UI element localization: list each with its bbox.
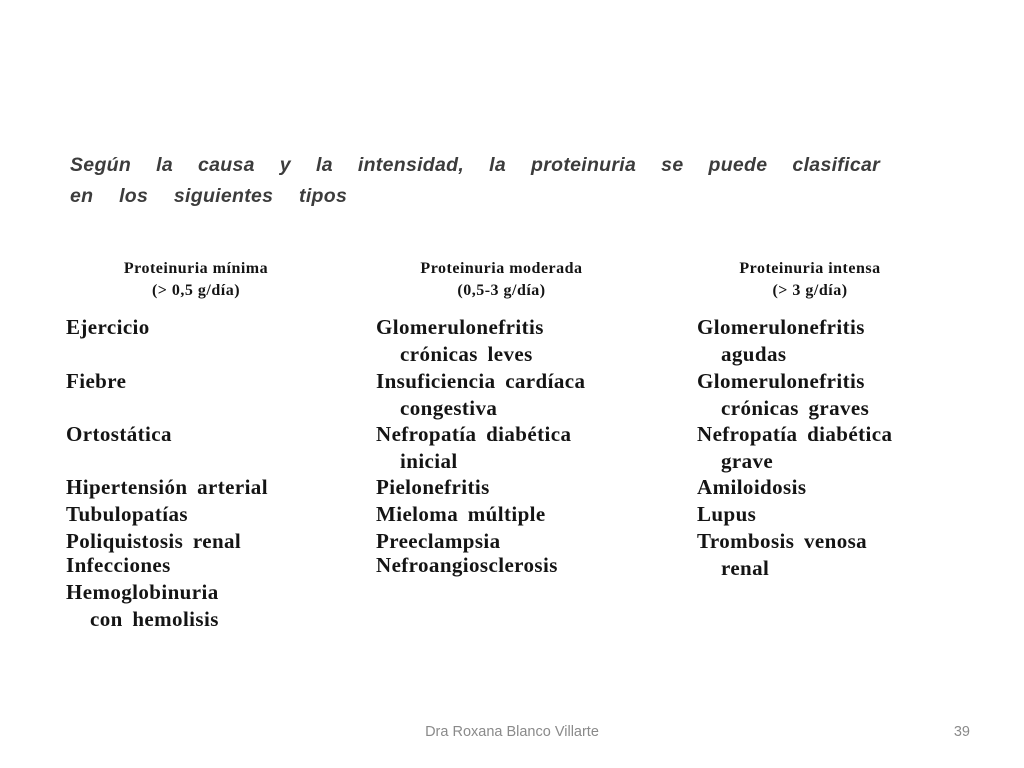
intro-line-1: Según la causa y la intensidad, la proteinuria se puede clasificar [70,154,880,176]
list-item [697,474,806,501]
column-title: Proteinuria moderada [420,260,583,277]
item-text: Nefropatía diabética [697,422,893,446]
item-text: Amiloidosis [697,475,807,499]
intro-line-2: en los siguientes tipos [70,185,348,207]
item-continuation: crónicas leves [400,342,533,366]
item-continuation: agudas [721,342,787,366]
item-text: Insuficiencia cardíaca [376,369,586,393]
column-range: (0,5-3 g/día) [457,282,546,299]
page-number: 39 [953,724,970,740]
column-range: (> 3 g/día) [772,282,848,299]
item-text: Ortostática [66,422,172,446]
list-item [697,368,869,422]
column-title: Proteinuria mínima [123,260,269,277]
list-item [66,552,171,579]
column-range: (> 0,5 g/día) [151,282,241,299]
item-text: Tubulopatías [66,502,188,526]
item-text: Pielonefritis [376,475,490,499]
footer-author: Dra Roxana Blanco Villarte [425,724,599,740]
list-item [376,528,501,555]
list-item [376,552,558,579]
list-item [376,368,585,422]
item-text: Glomerulonefritis [376,315,544,339]
item-continuation: crónicas graves [721,396,870,420]
column-heading [715,258,905,302]
list-item [697,421,892,475]
item-text: Fiebre [66,369,127,393]
list-item [66,368,126,395]
item-continuation: renal [721,556,770,580]
column-heading [96,258,296,302]
list-item [376,421,571,475]
item-text: Lupus [697,502,757,526]
item-continuation: congestiva [400,396,498,420]
list-item [697,501,756,528]
intro-text [70,150,880,212]
item-text: Hipertensión arterial [66,475,268,499]
item-text: Preeclampsia [376,529,501,553]
item-continuation: grave [721,449,774,473]
list-item [66,528,241,555]
item-text: Glomerulonefritis [697,369,865,393]
item-continuation: inicial [400,449,458,473]
list-item [66,474,268,501]
column-heading [394,258,609,302]
item-text: Poliquistosis renal [66,529,242,553]
list-item [697,528,867,582]
list-item [376,314,544,368]
list-item [66,501,188,528]
item-text: Nefropatía diabética [376,422,572,446]
item-text: Trombosis venosa [697,529,868,553]
list-item [376,501,546,528]
item-text: Ejercicio [66,315,150,339]
list-item [66,421,172,448]
column-title: Proteinuria intensa [739,260,881,277]
item-text: Infecciones [66,553,171,577]
item-text: Mieloma múltiple [376,502,546,526]
item-text: Hemoglobinuria [66,580,219,604]
item-text: Nefroangiosclerosis [376,553,558,577]
item-continuation: con hemolisis [90,607,219,631]
list-item [697,314,865,368]
list-item [376,474,490,501]
item-text: Glomerulonefritis [697,315,865,339]
list-item [66,314,150,341]
list-item [66,579,219,633]
